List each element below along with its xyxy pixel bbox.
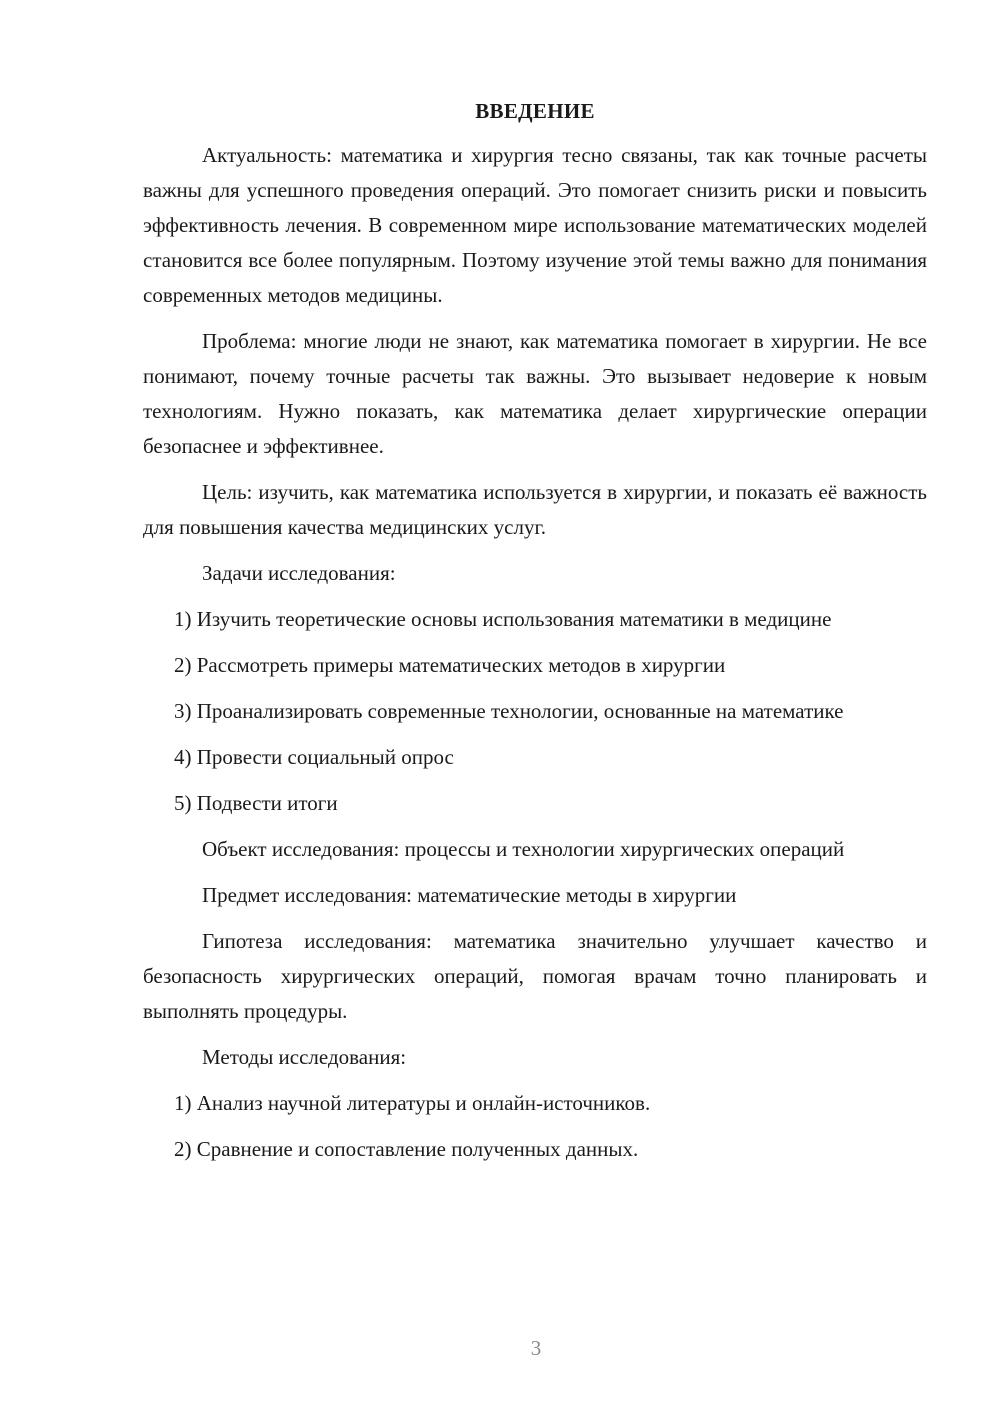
paragraph-problem: Проблема: многие люди не знают, как математика помогает в хирургии. Не все понимают, почему точные расчеты так важны. Это вызывает недоверие к новым технологиям. Нужно показать, как математика делает хирургические операции безопаснее и эффективнее.: [143, 329, 927, 458]
task-item-4: 4) Провести социальный опрос: [174, 745, 454, 769]
task-item-2: 2) Рассмотреть примеры математических методов в хирургии: [174, 653, 726, 677]
task-item-5: 5) Подвести итоги: [174, 791, 338, 815]
method-item-1: 1) Анализ научной литературы и онлайн-источников.: [174, 1091, 651, 1115]
paragraph-hypothesis: Гипотеза исследования: математика значительно улучшает качество и безопасность хирургических операций, помогая врачам точно планировать и выполнять процедуры.: [143, 929, 927, 1023]
paragraph-subject: Предмет исследования: математические методы в хирургии: [202, 883, 737, 907]
paragraph-goal: Цель: изучить, как математика используется в хирургии, и показать её важность для повышения качества медицинских услуг.: [143, 480, 927, 539]
paragraph-tasks-heading: Задачи исследования:: [202, 561, 396, 585]
task-item-1: 1) Изучить теоретические основы использования математики в медицине: [174, 607, 832, 631]
document-page: [143, 96, 927, 1178]
document-body: [143, 138, 927, 1167]
task-item-3: 3) Проанализировать современные технологии, основанные на математике: [174, 699, 844, 723]
page-number: 3: [530, 1336, 542, 1360]
section-title: ВВЕДЕНИЕ: [475, 99, 595, 123]
paragraph-relevance: Актуальность: математика и хирургия тесно связаны, так как точные расчеты важны для успешного проведения операций. Это помогает снизить риски и повысить эффективность лечения. В современном мире использование математических моделей становится все более популярным. Поэтому изучение этой темы важно для понимания современных методов медицины.: [143, 143, 927, 307]
method-item-2: 2) Сравнение и сопоставление полученных данных.: [174, 1137, 639, 1161]
paragraph-methods-heading: Методы исследования:: [202, 1045, 407, 1069]
paragraph-object: Объект исследования: процессы и технологии хирургических операций: [202, 837, 845, 861]
